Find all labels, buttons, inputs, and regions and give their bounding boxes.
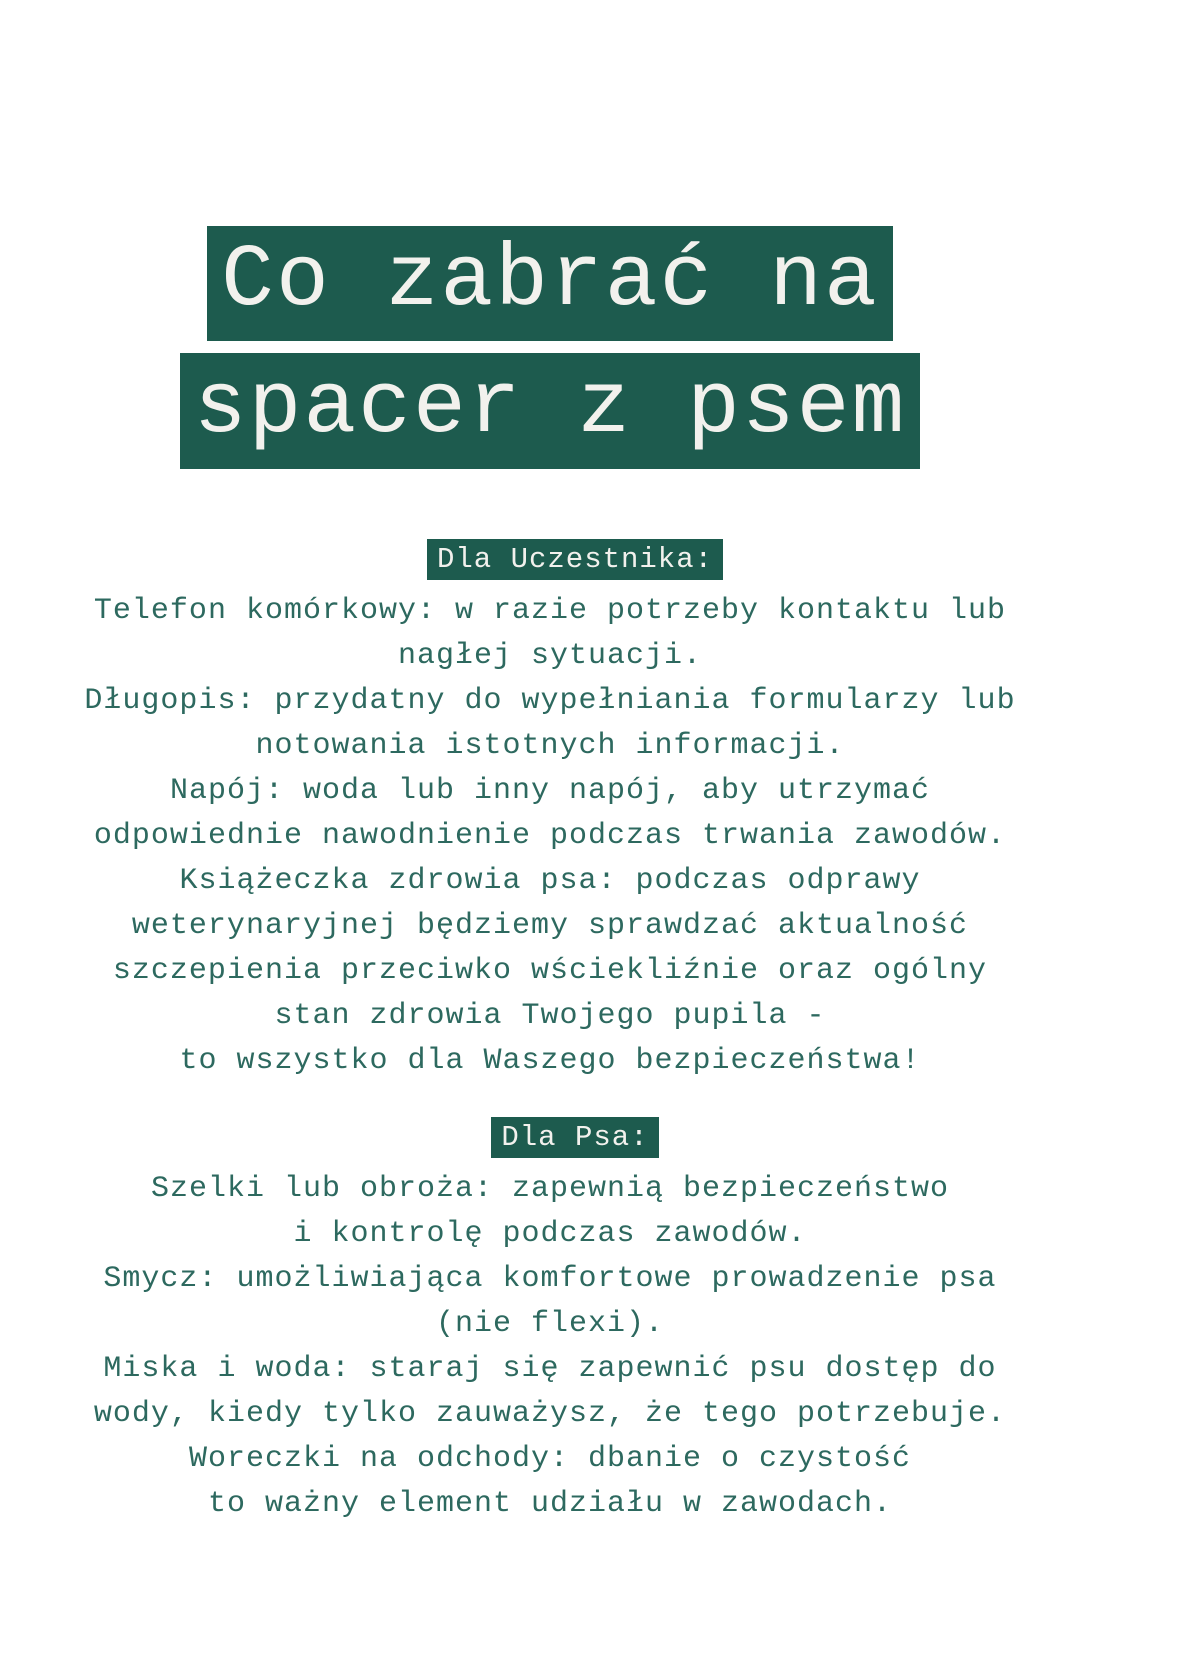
body-line: Woreczki na odchody: dbanie o czystość xyxy=(188,1442,912,1477)
body-line: notowania istotnych informacji. xyxy=(255,728,845,763)
body-line: Książeczka zdrowia psa: podczas odprawy xyxy=(179,863,921,898)
body-line: odpowiednie nawodnienie podczas trwania zawodów. xyxy=(93,818,1007,853)
body-line: Napój: woda lub inny napój, aby utrzymać xyxy=(169,773,931,808)
section-participant-heading-row xyxy=(0,539,1100,580)
body-line: to wszystko dla Waszego bezpieczeństwa! xyxy=(179,1043,921,1078)
body-line: (nie flexi). xyxy=(435,1307,665,1342)
body-line: stan zdrowia Twojego pupila - xyxy=(274,998,826,1033)
body-line: szczepienia przeciwko wściekliźnie oraz ogólny xyxy=(112,953,988,988)
body-line: wody, kiedy tylko zauważysz, że tego potrzebuje. xyxy=(93,1397,1007,1432)
body-line: Miska i woda: staraj się zapewnić psu dostęp do xyxy=(103,1352,997,1387)
body-line: Szelki lub obroża: zapewnią bezpieczeństwo xyxy=(150,1172,950,1207)
section-participant-body xyxy=(0,589,1100,1084)
body-line: to ważny element udziału w zawodach. xyxy=(207,1487,893,1522)
title-row-1 xyxy=(0,226,1100,341)
page-title-line-1: Co zabrać na xyxy=(207,226,893,341)
title-row-2 xyxy=(0,353,1100,468)
body-line: weterynaryjnej będziemy sprawdzać aktualność xyxy=(131,908,969,943)
page-title-line-2: spacer z psem xyxy=(180,353,921,468)
section-participant-heading: Dla Uczestnika: xyxy=(427,539,723,580)
body-line: i kontrolę podczas zawodów. xyxy=(293,1217,807,1252)
body-line: Długopis: przydatny do wypełniania formularzy lub xyxy=(84,683,1016,718)
section-dog-heading: Dla Psa: xyxy=(491,1117,658,1158)
body-line: nagłej sytuacji. xyxy=(397,638,703,673)
body-line: Telefon komórkowy: w razie potrzeby kontaktu lub xyxy=(93,593,1007,628)
section-dog-body xyxy=(0,1167,1100,1527)
section-dog-heading-row xyxy=(0,1117,1100,1158)
body-line: Smycz: umożliwiająca komfortowe prowadzenie psa xyxy=(103,1262,997,1297)
